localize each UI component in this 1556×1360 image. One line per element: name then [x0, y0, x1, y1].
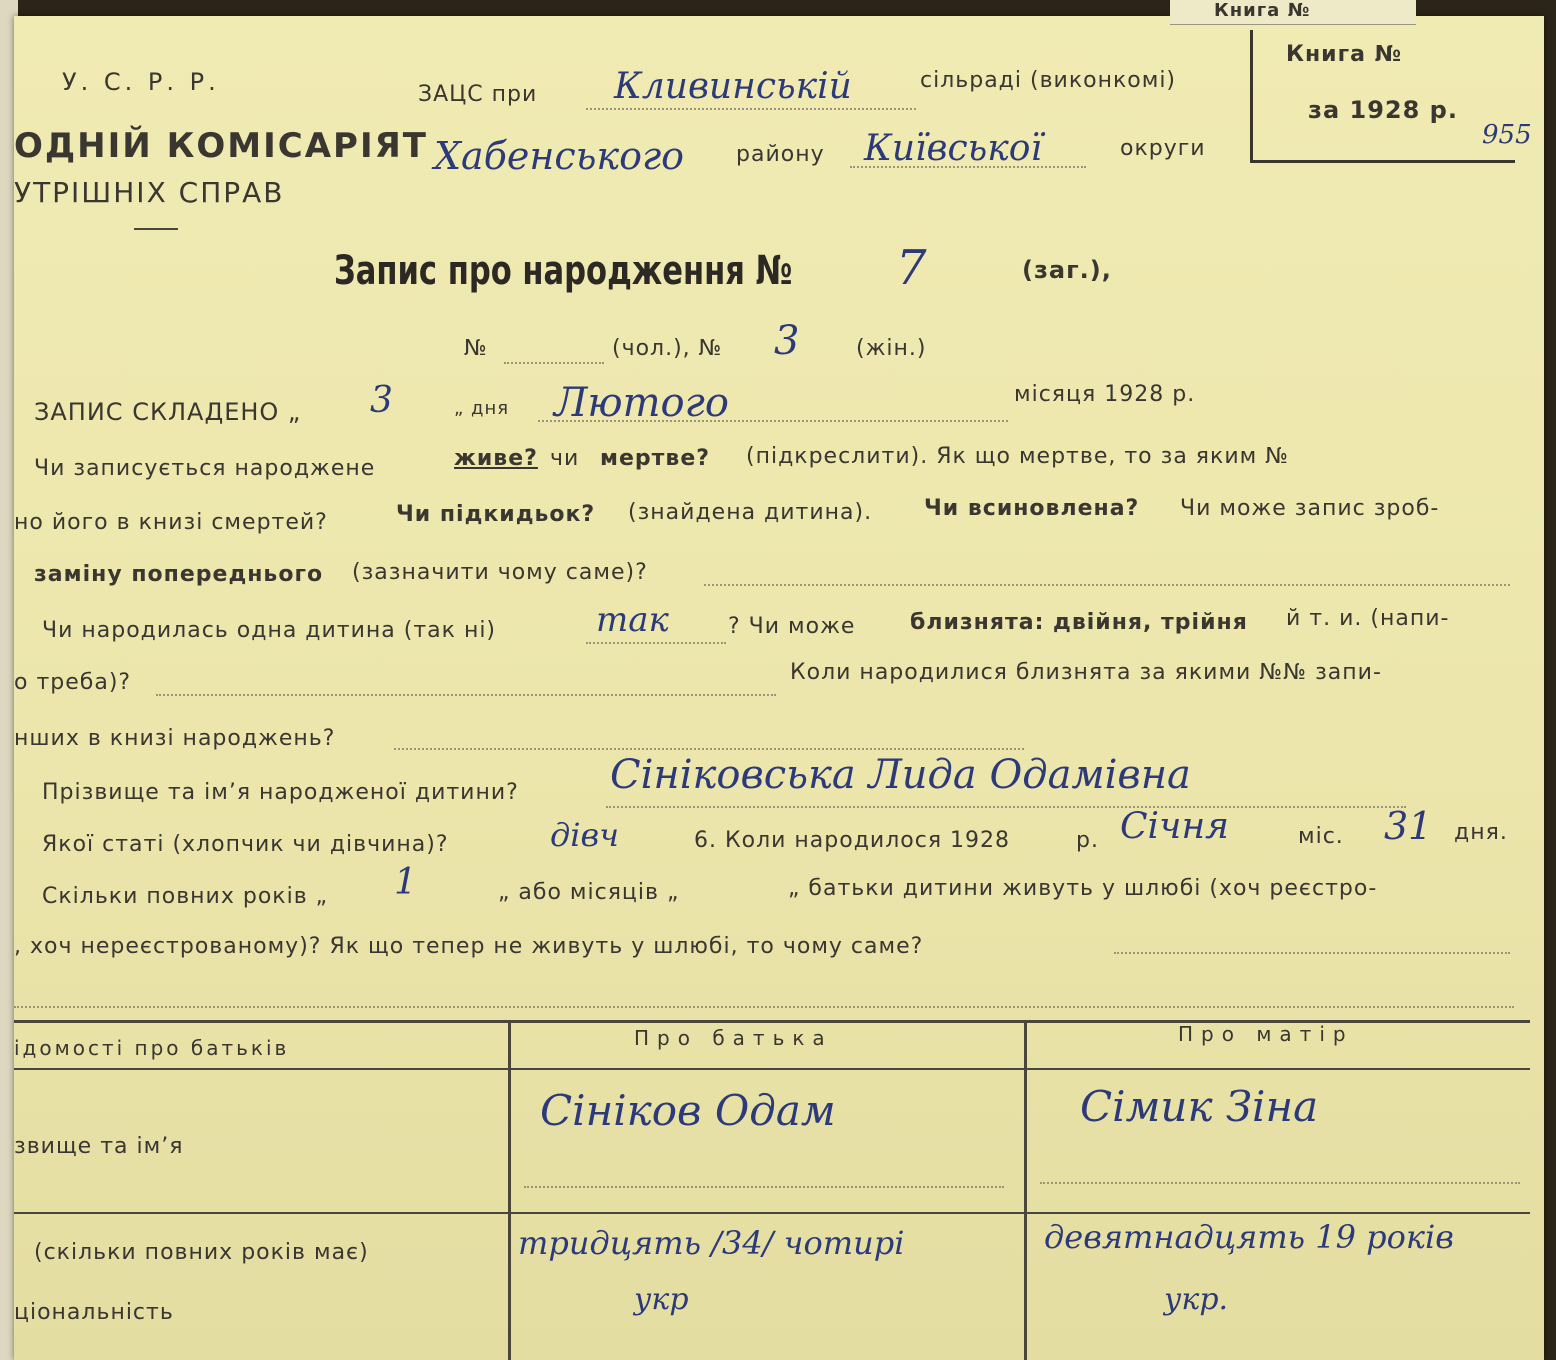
table-divider-1 — [508, 1020, 511, 1360]
mother-age: девятнадцять 19 років — [1044, 1218, 1454, 1256]
q-years-mid: „ або місяців „ — [498, 880, 680, 905]
row-age-label: (скільки повних років має) — [34, 1240, 369, 1265]
q-alive-e: (підкреслити). Як що мертве, то за яким № — [746, 444, 1290, 469]
q-single-b: ? Чи може — [728, 614, 856, 639]
q-replace-b: (зазначити чому саме)? — [352, 560, 648, 585]
male-suffix: (чол.), № — [612, 336, 723, 361]
mother-nationality: укр. — [1164, 1282, 1229, 1317]
book-label: Книга № — [1286, 42, 1403, 67]
q-alive-a: Чи записується народжене — [34, 456, 376, 481]
table-divider-2 — [1024, 1020, 1027, 1360]
q-marriage: , хоч нереєстрованому)? Як що тепер не живуть у шлюбі, то чому саме? — [14, 934, 924, 959]
marriage-dotted-2 — [14, 1006, 1514, 1008]
q-death-d: Чи всиновлена? — [924, 496, 1140, 521]
q-sex-answer: дівч — [550, 816, 620, 854]
row-nationality-label: ціональність — [14, 1300, 174, 1325]
zags-suffix: сільраді (виконкомі) — [920, 68, 1177, 93]
q-born-month: Січня — [1120, 806, 1230, 847]
q-death-c: (знайдена дитина). — [628, 500, 873, 525]
birth-record-form — [14, 16, 1544, 1360]
q-name-label: Прізвище та ім’я народженої дитини? — [42, 780, 519, 805]
female-suffix: (жін.) — [856, 336, 927, 361]
q-born-dnia: дня. — [1454, 820, 1508, 845]
month-year-label: місяця 1928 р. — [1014, 382, 1196, 407]
general-suffix: (заг.), — [1022, 256, 1112, 284]
district-handwritten: Хабенського — [434, 134, 685, 178]
row-name-label: звище та ім’я — [14, 1134, 184, 1159]
col-info-header: ідомості про батьків — [14, 1036, 290, 1060]
q-single-a: Чи народилась одна дитина (так ні) — [42, 618, 497, 643]
zags-dotted-line — [586, 108, 916, 110]
col-father-header: Про батька — [634, 1026, 833, 1050]
female-number: 3 — [774, 318, 800, 364]
book-number-handwritten: 955 — [1482, 120, 1532, 150]
q-born-mis: міс. — [1298, 824, 1344, 849]
q-alive-c: чи — [550, 446, 580, 471]
father-name: Сініков Одам — [540, 1086, 836, 1135]
father-age: тридцять /34/ чотирі — [518, 1224, 905, 1262]
q-alive-d: мертве? — [600, 446, 711, 471]
q-years-answer: 1 — [394, 862, 417, 903]
twins-book-dotted — [394, 748, 1024, 750]
single-dotted — [586, 642, 726, 644]
district-label: району — [736, 142, 825, 167]
q-sex-label: Якої статі (хлопчик чи дівчина)? — [42, 832, 449, 857]
record-title: Запис про народження № — [334, 248, 793, 294]
ministry-line-1: ОДНІЙ КОМІСАРІЯТ — [14, 126, 428, 166]
zags-prefix: ЗАЦС при — [418, 82, 538, 107]
mother-name-dotted — [1040, 1182, 1520, 1184]
q-single-c: близнята: двійня, трійня — [910, 610, 1248, 635]
q-twins-c: нших в книзі народжень? — [14, 726, 336, 751]
region-label: округи — [1120, 136, 1206, 161]
ussr-label: У. С. Р. Р. — [62, 68, 220, 96]
q-name-answer: Сініковська Лида Одамівна — [610, 752, 1191, 798]
father-name-dotted — [524, 1186, 1004, 1188]
strip-book-label: Книга № — [1214, 0, 1311, 21]
q-death-b: Чи підкидьок? — [396, 502, 596, 527]
no-label: № — [464, 336, 488, 361]
q-born-day: 31 — [1384, 804, 1433, 848]
table-header-rule — [14, 1068, 1530, 1070]
zags-handwritten: Кливинській — [614, 66, 852, 107]
q-alive-b: живе? — [454, 446, 538, 471]
q-single-d: й т. и. (напи- — [1286, 606, 1450, 631]
q-single-answer: так — [596, 600, 669, 640]
compiled-day: 3 — [370, 380, 393, 421]
q-death-a: но його в книзі смертей? — [14, 510, 328, 535]
compiled-label: ЗАПИС СКЛАДЕНО „ — [34, 398, 302, 426]
father-nationality: укр — [634, 1282, 689, 1317]
replace-dotted — [704, 584, 1510, 586]
book-year-label: за 1928 р. — [1308, 96, 1458, 124]
q-replace-a: заміну попереднього — [34, 562, 324, 587]
name-dotted — [606, 806, 1406, 808]
table-row-rule-1 — [14, 1212, 1530, 1214]
top-page-edge — [1170, 0, 1416, 25]
col-mother-header: Про матір — [1178, 1022, 1354, 1046]
q-death-e: Чи може запис зроб- — [1180, 496, 1440, 521]
q-born-label: 6. Коли народилося 1928 — [694, 828, 1011, 853]
q-years-end: „ батьки дитини живуть у шлюбі (хоч реєстро- — [788, 876, 1378, 901]
header-divider — [134, 228, 178, 230]
twins-dotted — [156, 694, 776, 696]
ministry-line-2: УТРІШНІХ СПРАВ — [14, 176, 285, 209]
compiled-month: Лютого — [554, 380, 729, 426]
general-number: 7 — [896, 240, 927, 296]
q-twins-b: Коли народилися близнята за якими №№ запи- — [790, 660, 1382, 685]
region-handwritten: Київської — [864, 128, 1042, 169]
day-label: „ дня — [454, 398, 510, 419]
q-twins-a: о треба)? — [14, 670, 132, 695]
q-years-label: Скільки повних років „ — [42, 884, 329, 909]
male-number-dotted — [504, 362, 604, 364]
mother-name: Сімик Зіна — [1080, 1082, 1319, 1131]
q-born-r: р. — [1076, 828, 1099, 853]
marriage-dotted — [1114, 952, 1510, 954]
